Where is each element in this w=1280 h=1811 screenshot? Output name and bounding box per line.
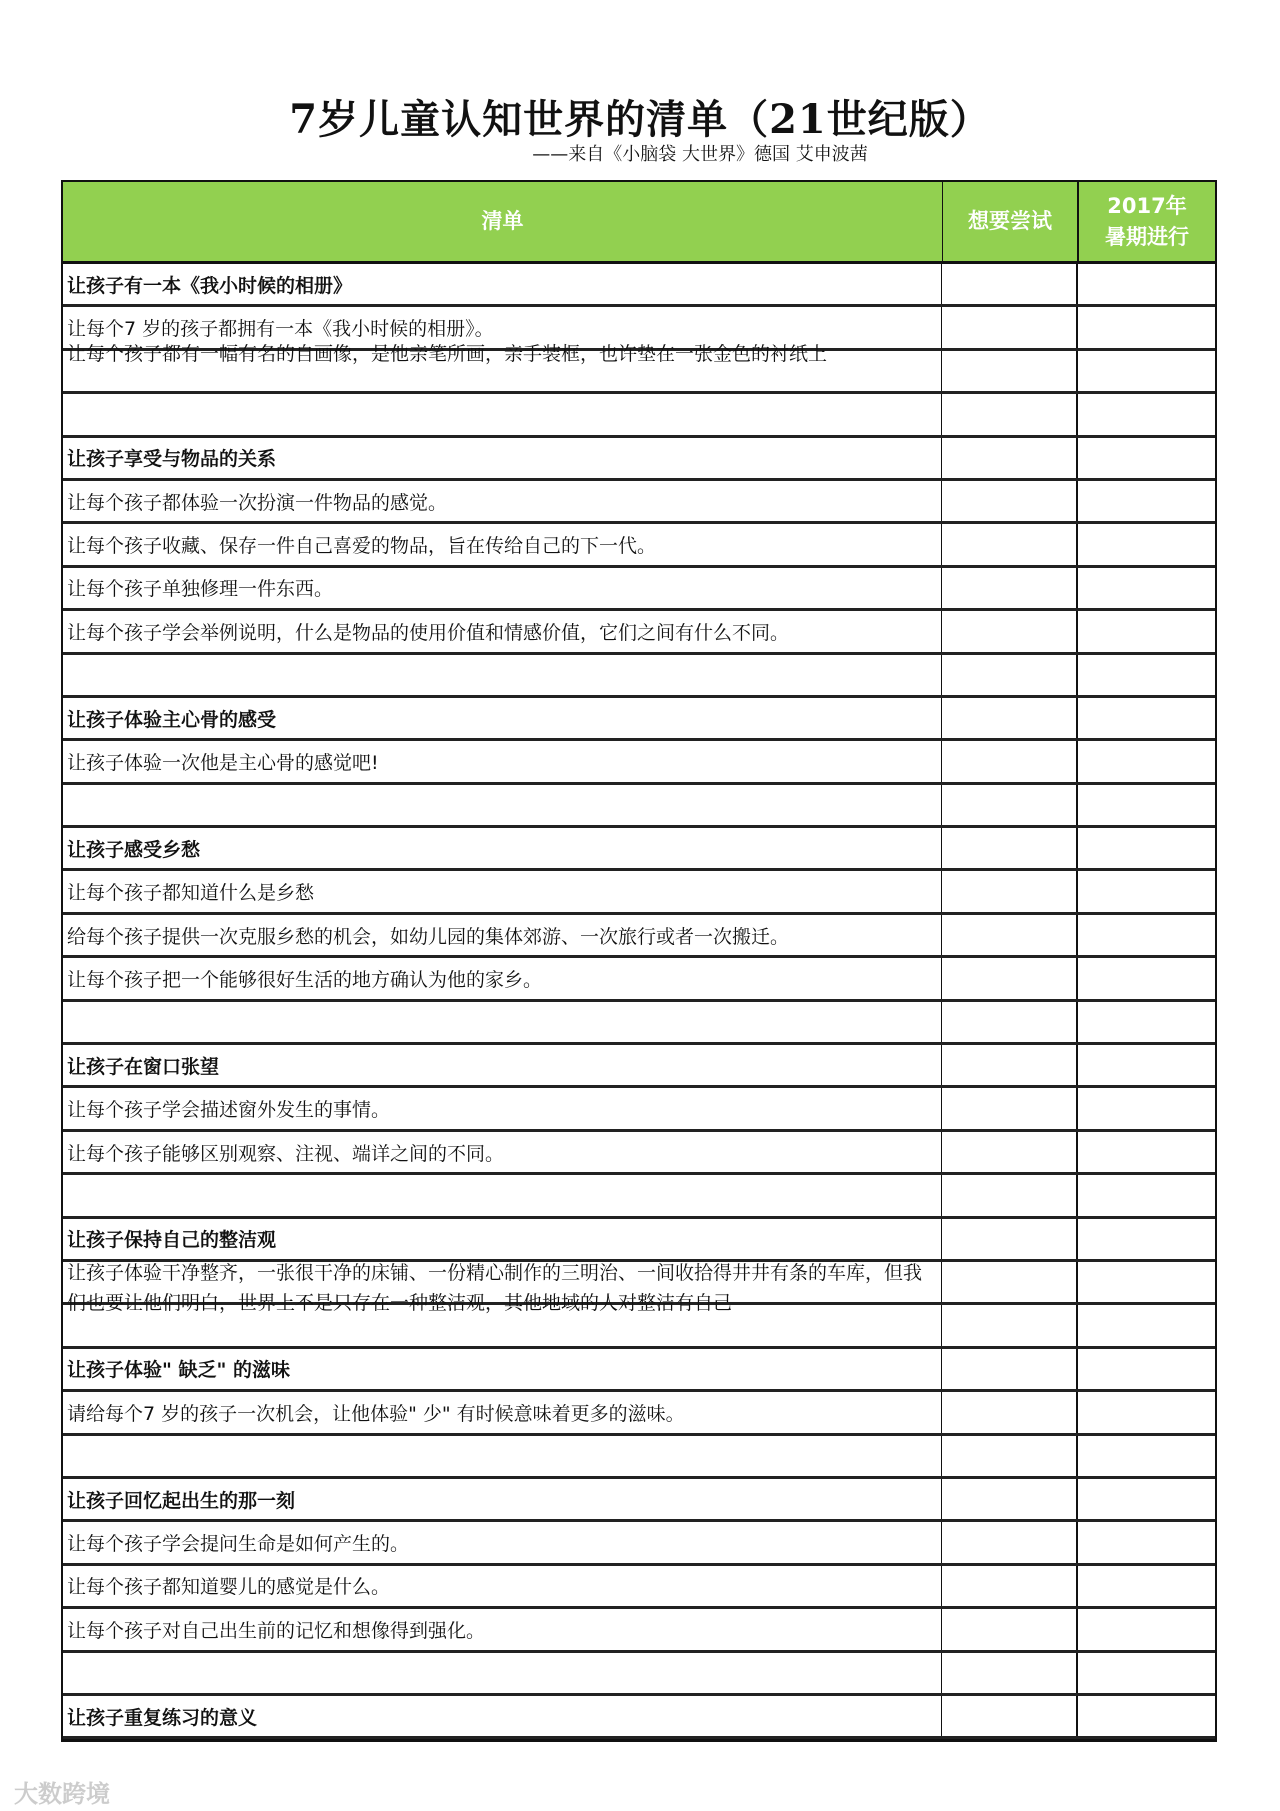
summer-2017-cell[interactable] <box>1078 1219 1215 1259</box>
item-text: 让孩子体验" 缺乏" 的滋味 <box>67 1359 291 1382</box>
item-cell <box>63 828 942 868</box>
want-to-try-cell[interactable] <box>942 1609 1078 1649</box>
want-to-try-cell[interactable] <box>942 351 1078 391</box>
section-heading-row <box>63 438 1215 481</box>
item-text: 让每个孩子都知道婴儿的感觉是什么。 <box>67 1576 391 1599</box>
want-to-try-cell[interactable] <box>942 828 1078 868</box>
item-cell <box>63 1696 942 1736</box>
page-title: 7岁儿童认知世界的清单（21世纪版） <box>289 96 991 143</box>
item-cell <box>63 394 942 434</box>
item-text: 让每个孩子都知道什么是乡愁 <box>67 882 315 905</box>
item-cell <box>63 785 942 825</box>
empty-row <box>63 1002 1215 1045</box>
item-cell <box>63 1392 942 1432</box>
summer-2017-cell[interactable] <box>1078 1175 1215 1215</box>
item-cell <box>63 1522 942 1562</box>
item-cell <box>63 1305 942 1345</box>
item-cell <box>63 1045 942 1085</box>
item-text: 让每个孩子能够区别观察、注视、端详之间的不同。 <box>67 1142 505 1165</box>
table-row <box>63 741 1215 784</box>
summer-2017-cell[interactable] <box>1078 1566 1215 1606</box>
item-text: 让孩子体验一次他是主心骨的感觉吧! <box>67 751 379 774</box>
summer-2017-cell[interactable] <box>1078 307 1215 347</box>
item-cell <box>63 1132 942 1172</box>
item-cell <box>63 1002 942 1042</box>
item-cell <box>63 1653 942 1693</box>
summer-2017-cell[interactable] <box>1078 438 1215 478</box>
item-text: 让孩子重复练习的意义 <box>67 1706 258 1729</box>
want-to-try-cell[interactable] <box>942 438 1078 478</box>
want-to-try-cell[interactable] <box>942 1088 1078 1128</box>
item-cell <box>63 871 942 911</box>
header-want-to-try: 想要尝试 <box>943 182 1079 261</box>
want-to-try-cell[interactable] <box>942 264 1078 304</box>
item-cell <box>63 611 942 651</box>
want-to-try-cell[interactable] <box>942 394 1078 434</box>
item-cell <box>63 698 942 738</box>
want-to-try-cell[interactable] <box>942 1175 1078 1215</box>
want-to-try-cell[interactable] <box>942 307 1078 347</box>
item-text: 让每个7 岁的孩子都拥有一本《我小时候的相册》。 <box>67 318 494 341</box>
item-cell <box>63 655 942 695</box>
item-text: 让孩子感受乡愁 <box>67 838 201 861</box>
want-to-try-cell[interactable] <box>942 1479 1078 1519</box>
table-row <box>63 871 1215 914</box>
item-cell <box>63 1219 942 1259</box>
want-to-try-cell[interactable] <box>942 611 1078 651</box>
want-to-try-cell[interactable] <box>942 1002 1078 1042</box>
item-text: 让每个孩子把一个能够很好生活的地方确认为他的家乡。 <box>67 968 543 991</box>
summer-2017-cell[interactable] <box>1078 1349 1215 1389</box>
summer-2017-cell[interactable] <box>1078 1262 1215 1302</box>
table-row <box>63 915 1215 958</box>
want-to-try-cell[interactable] <box>942 524 1078 564</box>
want-to-try-cell[interactable] <box>942 1436 1078 1476</box>
section-heading-row <box>63 1479 1215 1522</box>
empty-row <box>63 394 1215 437</box>
want-to-try-cell[interactable] <box>942 958 1078 998</box>
empty-row <box>63 1175 1215 1218</box>
section-heading-row <box>63 1349 1215 1392</box>
item-cell <box>63 1566 942 1606</box>
item-cell <box>63 1261 942 1314</box>
want-to-try-cell[interactable] <box>942 741 1078 781</box>
summer-2017-cell[interactable] <box>1078 524 1215 564</box>
item-cell <box>63 1175 942 1215</box>
item-text: 给每个孩子提供一次克服乡愁的机会，如幼儿园的集体郊游、一次旅行或者一次搬迁。 <box>67 925 790 948</box>
item-cell <box>63 568 942 608</box>
item-text: 让每个孩子单独修理一件东西。 <box>67 578 334 601</box>
summer-2017-cell[interactable] <box>1078 351 1215 391</box>
summer-2017-cell[interactable] <box>1078 1045 1215 1085</box>
summer-2017-cell[interactable] <box>1078 1436 1215 1476</box>
table-row <box>63 342 1215 394</box>
want-to-try-cell[interactable] <box>942 568 1078 608</box>
want-to-try-cell[interactable] <box>942 1219 1078 1259</box>
table-row <box>63 1392 1215 1435</box>
want-to-try-cell[interactable] <box>942 655 1078 695</box>
section-heading-row <box>63 1696 1215 1739</box>
item-text: 让每个孩子学会举例说明，什么是物品的使用价值和情感价值，它们之间有什么不同。 <box>67 621 790 644</box>
table-row <box>63 611 1215 654</box>
item-cell <box>63 438 942 478</box>
item-text: 请给每个7 岁的孩子一次机会，让他体验" 少" 有时候意味着更多的滋味。 <box>67 1402 685 1425</box>
summer-2017-cell[interactable] <box>1078 1305 1215 1345</box>
item-text: 让孩子保持自己的整洁观 <box>67 1229 277 1252</box>
summer-2017-cell[interactable] <box>1078 655 1215 695</box>
want-to-try-cell[interactable] <box>942 871 1078 911</box>
summer-2017-cell[interactable] <box>1078 1653 1215 1693</box>
item-text: 让孩子在窗口张望 <box>67 1055 220 1078</box>
item-cell <box>63 958 942 998</box>
watermark: 大数跨境 <box>14 1780 110 1808</box>
summer-2017-cell[interactable] <box>1078 1088 1215 1128</box>
item-cell <box>63 1088 942 1128</box>
item-cell <box>63 342 942 391</box>
empty-row <box>63 1305 1215 1348</box>
summer-2017-cell[interactable] <box>1078 741 1215 781</box>
want-to-try-cell[interactable] <box>942 1349 1078 1389</box>
summer-2017-cell[interactable] <box>1078 611 1215 651</box>
want-to-try-cell[interactable] <box>942 1132 1078 1172</box>
section-heading-row <box>63 264 1215 307</box>
empty-row <box>63 1653 1215 1696</box>
want-to-try-cell[interactable] <box>942 915 1078 955</box>
item-cell <box>63 741 942 781</box>
item-cell <box>63 1436 942 1476</box>
want-to-try-cell[interactable] <box>942 1522 1078 1562</box>
want-to-try-cell[interactable] <box>942 1305 1078 1345</box>
header-summer-2017: 2017年 暑期进行 <box>1105 194 1189 249</box>
section-heading-row <box>63 1045 1215 1088</box>
summer-2017-cell[interactable] <box>1078 958 1215 998</box>
empty-row <box>63 1436 1215 1479</box>
item-cell <box>63 1609 942 1649</box>
table-row <box>63 524 1215 567</box>
want-to-try-cell[interactable] <box>942 1566 1078 1606</box>
summer-2017-cell[interactable] <box>1078 481 1215 521</box>
summer-2017-cell[interactable] <box>1078 1696 1215 1736</box>
table-header <box>63 182 1215 264</box>
summer-2017-cell[interactable] <box>1078 1392 1215 1432</box>
page-subtitle: ——来自《小脑袋 大世界》德国 艾申波茜 <box>532 144 868 165</box>
item-text: 让孩子回忆起出生的那一刻 <box>67 1489 296 1512</box>
summer-2017-cell[interactable] <box>1078 915 1215 955</box>
empty-row <box>63 655 1215 698</box>
summer-2017-cell[interactable] <box>1078 264 1215 304</box>
item-cell <box>63 915 942 955</box>
want-to-try-cell[interactable] <box>942 785 1078 825</box>
summer-2017-cell[interactable] <box>1078 568 1215 608</box>
checklist-table <box>61 180 1217 1742</box>
want-to-try-cell[interactable] <box>942 481 1078 521</box>
table-row <box>63 481 1215 524</box>
item-cell <box>63 1349 942 1389</box>
section-heading-row <box>63 698 1215 741</box>
summer-2017-cell[interactable] <box>1078 394 1215 434</box>
item-cell <box>63 264 942 304</box>
item-text: 让每个孩子都体验一次扮演一件物品的感觉。 <box>67 491 448 514</box>
want-to-try-cell[interactable] <box>942 698 1078 738</box>
item-text: 让每个孩子学会提问生命是如何产生的。 <box>67 1533 410 1556</box>
table-body <box>63 264 1215 1739</box>
item-text: 让每个孩子都有一幅有名的自画像，是他亲笔所画，亲手装框，也许垫在一张金色的衬纸上 <box>67 342 828 365</box>
summer-2017-cell[interactable] <box>1078 1132 1215 1172</box>
summer-2017-cell[interactable] <box>1078 828 1215 868</box>
empty-row <box>63 785 1215 828</box>
summer-2017-cell[interactable] <box>1078 1479 1215 1519</box>
table-row <box>63 1088 1215 1131</box>
summer-2017-cell[interactable] <box>1078 871 1215 911</box>
item-cell <box>63 1479 942 1519</box>
item-text: 让每个孩子收藏、保存一件自己喜爱的物品，旨在传给自己的下一代。 <box>67 535 657 558</box>
summer-2017-cell[interactable] <box>1078 698 1215 738</box>
table-row <box>63 1261 1215 1314</box>
table-row <box>63 568 1215 611</box>
table-row <box>63 958 1215 1001</box>
item-text: 让每个孩子学会描述窗外发生的事情。 <box>67 1099 391 1122</box>
summer-2017-cell[interactable] <box>1078 1609 1215 1649</box>
item-cell <box>63 481 942 521</box>
want-to-try-cell[interactable] <box>942 1392 1078 1432</box>
summer-2017-cell[interactable] <box>1078 785 1215 825</box>
want-to-try-cell[interactable] <box>942 1262 1078 1302</box>
table-row <box>63 1522 1215 1565</box>
want-to-try-cell[interactable] <box>942 1653 1078 1693</box>
summer-2017-cell[interactable] <box>1078 1002 1215 1042</box>
item-text: 让孩子有一本《我小时候的相册》 <box>67 274 353 297</box>
table-row <box>63 1609 1215 1652</box>
header-checklist: 清单 <box>63 182 943 261</box>
section-heading-row <box>63 828 1215 871</box>
item-text: 让孩子体验主心骨的感受 <box>67 708 277 731</box>
item-text: 让每个孩子对自己出生前的记忆和想像得到强化。 <box>67 1619 486 1642</box>
item-cell <box>63 524 942 564</box>
item-text: 让孩子享受与物品的关系 <box>67 448 277 471</box>
want-to-try-cell[interactable] <box>942 1696 1078 1736</box>
section-heading-row <box>63 1219 1215 1262</box>
want-to-try-cell[interactable] <box>942 1045 1078 1085</box>
table-row <box>63 1132 1215 1175</box>
table-row <box>63 1566 1215 1609</box>
item-text: 让孩子体验干净整齐，一张很干净的床铺、一份精心制作的三明治、一间收拾得井井有条的车库，但我们也要让他们明白，世界上不是只存在一种整洁观，其他地域的人对整洁有自己 <box>67 1261 923 1314</box>
summer-2017-cell[interactable] <box>1078 1522 1215 1562</box>
